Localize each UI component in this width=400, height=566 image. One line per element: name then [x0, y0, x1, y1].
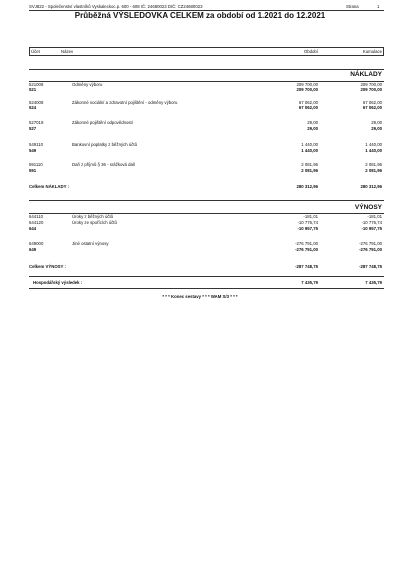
table-row-account: 521008 [29, 82, 44, 87]
table-row-cumulative: 29,00 [371, 120, 382, 125]
table-row-cumulative: 67 062,00 [362, 100, 382, 105]
table-row-account: 524 [29, 105, 37, 110]
table-row-name: Odměny výboru [72, 82, 103, 87]
table-row-period: 29,00 [307, 126, 318, 131]
vynosy-total-label: Celkem VÝNOSY : [29, 264, 66, 269]
column-header-name: Název [61, 49, 74, 54]
naklady-section-title: NÁKLADY [350, 71, 382, 78]
table-row-cumulative: 1 440,00 [365, 142, 382, 147]
table-row-cumulative: -276 791,00 [359, 247, 382, 252]
table-row-cumulative: 1 440,00 [365, 148, 382, 153]
table-row-account: 549110 [29, 142, 44, 147]
table-row-account: 644 [29, 226, 37, 231]
table-row-name: Daň z příjmů § 36 - srážková daň [72, 162, 136, 167]
table-row-period: -10 776,74 [297, 220, 318, 225]
table-row-account: 527019 [29, 120, 44, 125]
vynosy-top-rule [29, 200, 384, 201]
result-top-rule [29, 276, 384, 277]
naklady-total-period: 280 312,96 [296, 184, 318, 189]
page-label: Strana [346, 4, 359, 9]
table-row-period: 209 700,00 [296, 82, 318, 87]
table-row-period: 1 440,00 [301, 148, 318, 153]
table-row-cumulative: 67 062,00 [362, 105, 382, 110]
table-row-account: 649000 [29, 241, 44, 246]
table-row-cumulative: 209 700,00 [360, 87, 382, 92]
table-row-name: Bankovní poplatky z běžných účtů [72, 142, 137, 147]
vynosy-total-period: -287 748,75 [295, 264, 318, 269]
table-row-name: Zákonné pojištění odpovědnosti [72, 120, 133, 125]
table-row-account: 591 [29, 168, 37, 173]
table-row-account: 644120 [29, 220, 44, 225]
table-row-name: Jiné ostatní výnosy [72, 241, 109, 246]
vynosy-section-title: VÝNOSY [354, 204, 382, 211]
table-row-cumulative: 2 081,96 [365, 162, 382, 167]
result-period: 7 435,79 [301, 280, 318, 285]
table-row-name: Úroky z běžných účtů [72, 214, 114, 219]
table-row-name: Zákonné sociální a zdravotní pojištění - odměny výboru [72, 100, 178, 105]
report-end-note: * * * Konec sestavy * * * WAM S/3 * * * [162, 294, 238, 299]
table-row-period: 29,00 [307, 120, 318, 125]
report-title: Průběžná VÝSLEDOVKA CELKEM za období od 1.2021 do 12.2021 [74, 11, 326, 20]
column-header-account: Účet [31, 49, 40, 54]
table-row-period: 67 062,00 [298, 105, 318, 110]
table-row-period: 2 081,96 [301, 168, 318, 173]
column-header-cumulative: Kumulace [362, 49, 382, 54]
table-row-period: -181,01 [303, 214, 318, 219]
table-row-period: -276 791,00 [295, 241, 318, 246]
column-header-period: Období [303, 49, 318, 54]
organization-line: SVJ822 - Společenství vlastníků Vyskaleckoc.p. 600 - 608 IČ: 24680023 DIČ: CZ24680023 [29, 4, 203, 9]
table-row-account: 549 [29, 148, 37, 153]
vynosy-total-cumulative: -287 748,75 [359, 264, 382, 269]
result-label: Hospodářský výsledek : [33, 280, 83, 285]
table-row-period: 2 081,96 [301, 162, 318, 167]
table-row-account: 644110 [29, 214, 44, 219]
table-row-account: 591110 [29, 162, 43, 167]
table-row-account: 524008 [29, 100, 44, 105]
table-row-name: Úroky ze spořících účtů [72, 220, 117, 225]
naklady-total-label: Celkem NÁKLADY : [29, 184, 70, 189]
table-row-cumulative: 2 081,96 [365, 168, 382, 173]
table-row-cumulative: -10 957,75 [361, 226, 382, 231]
table-row-period: 209 700,00 [296, 87, 318, 92]
table-row-account: 527 [29, 126, 37, 131]
table-row-cumulative: -276 791,00 [359, 241, 382, 246]
table-row-period: -276 791,00 [295, 247, 318, 252]
naklady-top-rule [29, 69, 384, 70]
result-cumulative: 7 435,79 [365, 280, 382, 285]
table-row-period: 67 062,00 [298, 100, 318, 105]
page-number: 1 [377, 4, 380, 9]
table-row-cumulative: -181,01 [367, 214, 382, 219]
table-row-period: -10 957,75 [297, 226, 318, 231]
table-row-account: 649 [29, 247, 37, 252]
table-row-period: 1 440,00 [301, 142, 318, 147]
table-row-account: 521 [29, 87, 37, 92]
table-row-cumulative: -10 776,74 [361, 220, 382, 225]
result-bottom-rule [29, 288, 384, 289]
table-row-cumulative: 29,00 [371, 126, 382, 131]
naklady-total-cumulative: 280 312,96 [360, 184, 382, 189]
table-row-cumulative: 209 700,00 [360, 82, 382, 87]
